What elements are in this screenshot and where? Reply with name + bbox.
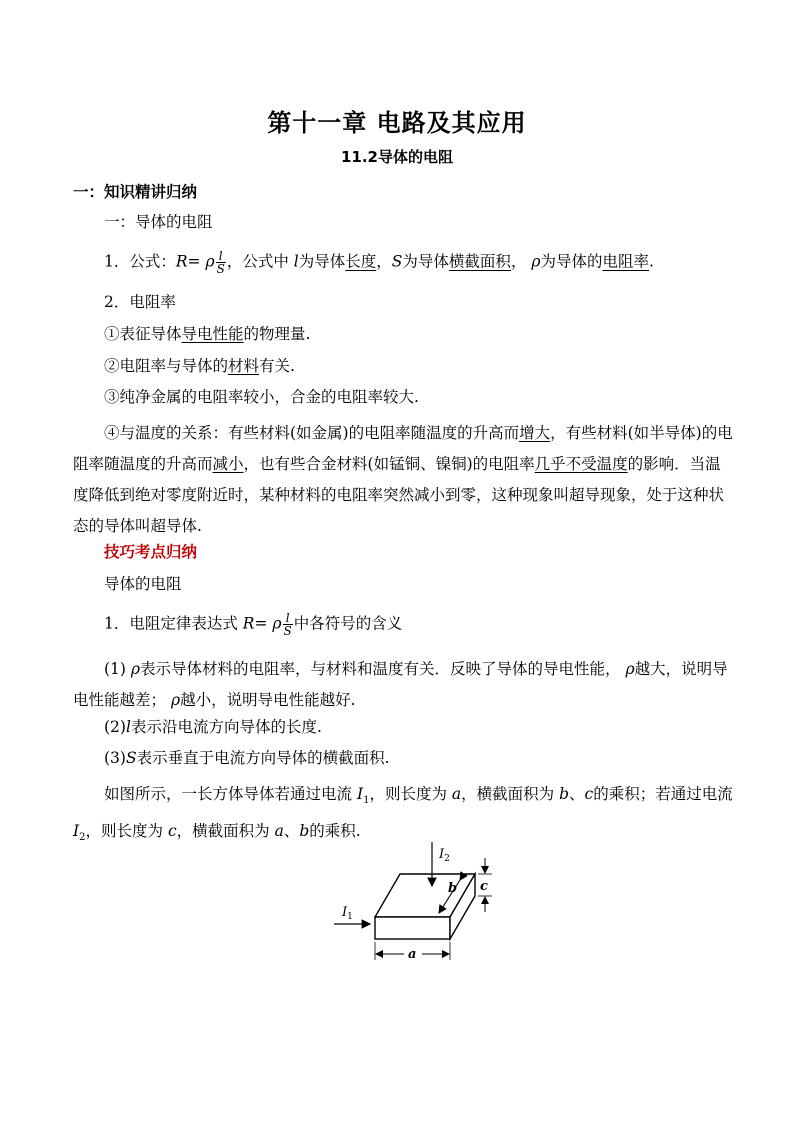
box-front-face: [375, 917, 450, 939]
underlined-area: 横截面积: [448, 252, 511, 271]
a-label: a: [408, 947, 417, 962]
i2-label: $I_2$: [439, 847, 450, 864]
law-line: 1．电阻定律表达式 R= ρ $\frac{l}{S}$ 中各符号的含义: [104, 611, 403, 638]
cuboid-conductor-diagram: [332, 836, 502, 966]
symbol-3: (3)S表示垂直于电流方向导体的横截面积.: [104, 749, 390, 767]
section-subtitle: 11.2导体的电阻: [340, 148, 453, 166]
subheading-resistance: 一：导体的电阻: [104, 213, 213, 231]
underlined-length: 长度: [345, 252, 377, 271]
b-label: b: [448, 881, 458, 896]
formula-fraction: $\frac{l}{S}$: [216, 249, 225, 276]
skill-heading: 技巧考点归纳: [104, 543, 198, 561]
symbol-2: (2)l表示沿电流方向导体的长度.: [104, 718, 322, 736]
chapter-title: 第十一章 电路及其应用: [267, 109, 527, 137]
point-4-paragraph: ④与温度的关系：有些材料(如金属)的电阻率随温度的升高而增大，有些材料(如半导体)的电阻率随温度的升高而减小，也有些合金材料(如锰铜、镍铜)的电阻率几乎不受温度的影响．当温度降低到绝对零度附近时，某种材料的电阻率突然减小到零，这种现象叫超导现象，处于这种状态的导体叫超导体.: [73, 424, 733, 535]
knowledge-heading: 一：知识精讲归纳: [73, 183, 198, 201]
example-paragraph: 如图所示，一长方体导体若通过电流 $I_1$，则长度为 a，横截面积为 b、c的乘积；若通过电流 $I_2$，则长度为 c，横截面积为 a、b的乘积.: [73, 785, 733, 844]
point-1: ①表征导体导电性能的物理量.: [104, 325, 311, 343]
c-label: c: [480, 879, 488, 894]
law-fraction: $\frac{l}{S}$: [283, 611, 292, 638]
point-2: ②电阻率与导体的材料有关.: [104, 357, 295, 375]
resistivity-heading: 2．电阻率: [104, 293, 176, 311]
point-3: ③纯净金属的电阻率较小，合金的电阻率较大.: [104, 388, 419, 406]
skill-subheading: 导体的电阻: [104, 575, 182, 593]
i1-label: $I_1$: [342, 905, 353, 922]
underlined-resistivity: 电阻率: [602, 252, 650, 271]
symbol-1-paragraph: (1) ρ表示导体材料的电阻率，与材料和温度有关．反映了导体的导电性能， ρ越大，说明导电性能越差； ρ越小，说明导电性能越好.: [73, 660, 728, 709]
formula-line: 1．公式：R= ρ $\frac{l}{S}$ ，公式中 l为导体长度，S为导体横截面积， ρ为导体的电阻率.: [104, 249, 654, 276]
